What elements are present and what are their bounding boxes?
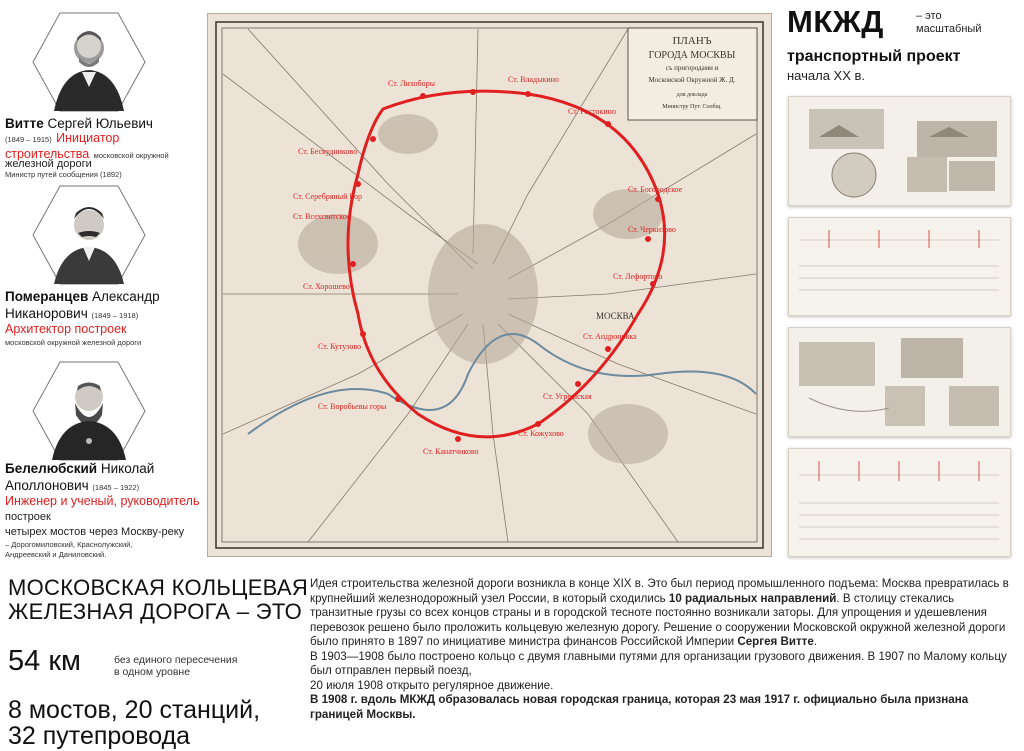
map-city-label: МОСКВА <box>596 311 635 321</box>
statement-bridges: 8 мостов, 20 станций, <box>8 696 261 724</box>
map-station: Ст. Ростокино <box>568 107 616 116</box>
svg-text:ГОРОДА МОСКВЫ: ГОРОДА МОСКВЫ <box>648 50 736 61</box>
pomerantsev-role-detail: московской окружной железной дороги <box>5 338 142 347</box>
map-station: Ст. Кутузово <box>318 342 362 351</box>
map-station: Ст. Хорошево <box>303 282 350 291</box>
statement-overpasses: 32 путепровода <box>8 722 191 750</box>
statement-length-note: без единого пересечения в одном уровне <box>114 654 238 678</box>
historic-map-moscow <box>207 13 772 557</box>
map-station: Ст. Андроновка <box>583 332 637 341</box>
station-schemes-panel-1 <box>788 217 1011 316</box>
portrait-hexagon-belelyubsky <box>32 361 146 461</box>
witte-extra: Министр путей сообщения (1892) <box>5 170 122 179</box>
map-station: Ст. Угрешская <box>543 392 592 401</box>
belelyubsky-name: Белелюбский Николай <box>5 461 155 476</box>
history-p1: Идея строительства железной дороги возникла в конце XIX в. Это был период промышленного подъема: Москва превратилась в крупнейший железнодорожный узел России, в который сходились 10 радиальных направлений. В столицу стекались транзитные грузы со всех концов страны и в городской тесноте постоянно возникали заторы. Для упрощения и удешевления перевозок решено было проложить кольцевую железную дорогу. Решение о сооружении Московской окружной железной дороги было принято в 1897 по инициативе министра финансов Российской Империи Сергея Витте. <box>310 577 1009 648</box>
witte-name: Витте Сергей Юльевич <box>5 116 153 131</box>
belelyubsky-role: Инженер и ученый, руководитель построек <box>5 494 200 523</box>
headline-line3: начала XX в. <box>787 68 866 83</box>
headline-line2: транспортный проект <box>787 48 961 65</box>
history-paragraph <box>310 577 1015 722</box>
map-station: Ст. Черкизово <box>628 225 676 234</box>
map-station: Ст. Канатчиково <box>423 447 479 456</box>
svg-text:съ пригородами и: съ пригородами и <box>665 64 719 72</box>
map-station: Ст. Лихоборы <box>388 79 435 88</box>
svg-text:для доклада: для доклада <box>676 92 708 98</box>
map-station: Ст. Лефортово <box>613 272 663 281</box>
belelyubsky-role-detail: четырех мостов через Москву-реку <box>5 526 185 538</box>
history-p2: В 1903—1908 было построено кольцо с двумя главными путями для организации грузового движения. В 1907 по Малому кольцу был отправлен первый поезд, <box>310 649 1007 677</box>
station-photos-panel-1 <box>788 96 1011 206</box>
map-station: Ст. Бескудниково <box>298 147 358 156</box>
station-photos-panel-2 <box>788 327 1011 437</box>
map-station: Ст. Всехсвятское <box>293 212 351 221</box>
pomerantsev-role: Архитектор построек <box>5 322 127 336</box>
map-station: Ст. Серебряный Бор <box>293 192 362 201</box>
headline <box>787 4 1021 40</box>
svg-text:Министру Пут. Сообщ.: Министру Пут. Сообщ. <box>662 104 722 110</box>
statement-length: 54 км <box>8 645 81 677</box>
map-drawing <box>208 14 771 556</box>
headline-abbr: МКЖД <box>787 4 884 39</box>
witte-role: (1849 – 1915) Инициатор строительства московской окружной <box>5 131 169 161</box>
map-station: Ст. Богородское <box>628 185 683 194</box>
pomerantsev-name-2: Никанорович (1849 – 1918) <box>5 306 139 321</box>
statement-line2: ЖЕЛЕЗНАЯ ДОРОГА – ЭТО <box>8 599 303 624</box>
map-station: Ст. Владыкино <box>508 75 559 84</box>
witte-role-detail: железной дороги <box>5 158 92 170</box>
pomerantsev-name: Померанцев Александр <box>5 289 160 304</box>
map-station: Ст. Кожухово <box>518 429 564 438</box>
station-schemes-panel-2 <box>788 448 1011 557</box>
history-p4: В 1908 г. вдоль МКЖД образовалась новая городская граница, которая 23 мая 1917 г. официально была признана границей Москвы. <box>310 693 969 721</box>
belelyubsky-extra: – Дорогомиловский, Краснолужский, Андреевский и Даниловский. <box>5 540 133 559</box>
headline-dash: – это <box>916 10 942 22</box>
headline-word: масштабный <box>916 23 982 35</box>
svg-text:ПЛАНЪ: ПЛАНЪ <box>672 35 712 47</box>
map-station: Ст. Воробьевы горы <box>318 402 387 411</box>
statement-line1: МОСКОВСКАЯ КОЛЬЦЕВАЯ <box>8 575 309 600</box>
belelyubsky-name-2: Аполлонович (1845 – 1922) <box>5 478 140 493</box>
history-p3: 20 июля 1908 открыто регулярное движение. <box>310 678 554 692</box>
portrait-hexagon-pomerantsev <box>32 185 146 285</box>
svg-text:Московской Окружной Ж. Д.: Московской Окружной Ж. Д. <box>648 76 736 84</box>
portrait-hexagon-witte <box>32 12 146 112</box>
